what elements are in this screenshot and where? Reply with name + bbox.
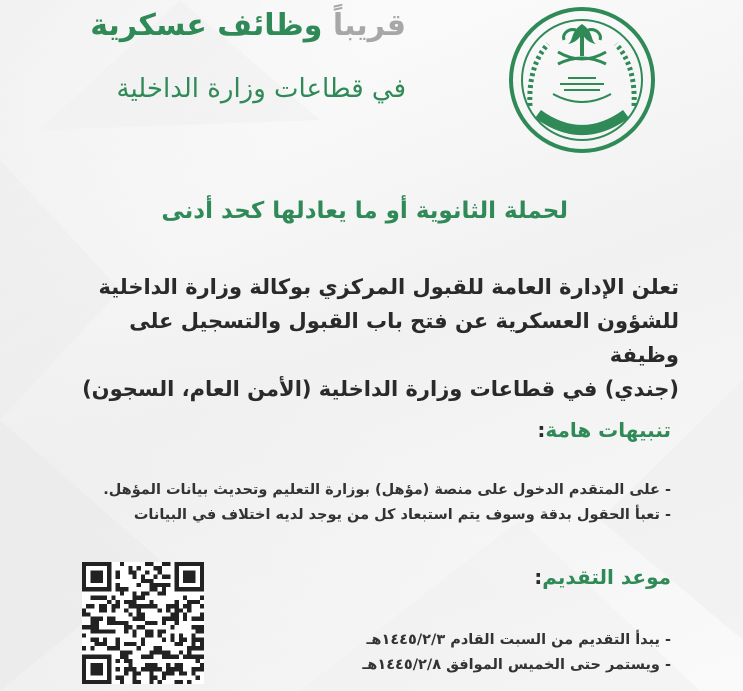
headline-title [90, 8, 406, 43]
apply-date-item: - يبدأ التقديم من السبت القادم ١٤٤٥/٢/٣هـ [366, 632, 671, 648]
apply-heading [534, 565, 671, 589]
announcement-line: تعلن الإدارة العامة للقبول المركزي بوكالة وزارة الداخلية [98, 275, 679, 299]
qr-code-icon[interactable] [82, 562, 204, 684]
headline-main: وظائف عسكرية [90, 8, 323, 43]
headline-soon: قريباً [332, 8, 406, 43]
note-item: - على المتقدم الدخول على منصة (مؤهل) بوزارة التعليم وتحديث بيانات المؤهل. [103, 482, 671, 498]
announcement-line: (جندي) في قطاعات وزارة الداخلية (الأمن العام، السجون) [82, 377, 679, 401]
note-item: - تعبأ الحقول بدقة وسوف يتم استبعاد كل من يوجد لديه اختلاف في البيانات [133, 507, 671, 523]
ministry-emblem-icon [508, 6, 656, 154]
notes-heading [537, 418, 671, 442]
notes-list [51, 478, 671, 528]
apply-heading-text: موعد التقديم [542, 565, 671, 589]
apply-date-item: - ويستمر حتى الخميس الموافق ١٤٤٥/٢/٨هـ [362, 657, 671, 673]
notes-heading-colon: : [537, 418, 546, 442]
headline-subtitle: في قطاعات وزارة الداخلية [116, 74, 406, 104]
eligibility-subtitle: لحملة الثانوية أو ما يعادلها كحد أدنى [161, 198, 568, 224]
announcement-line: للشؤون العسكرية عن فتح باب القبول والتسجيل على وظيفة [129, 309, 679, 367]
apply-heading-colon: : [534, 565, 543, 589]
announcement-paragraph [79, 270, 679, 406]
notes-heading-text: تنبيهات هامة [545, 418, 671, 442]
